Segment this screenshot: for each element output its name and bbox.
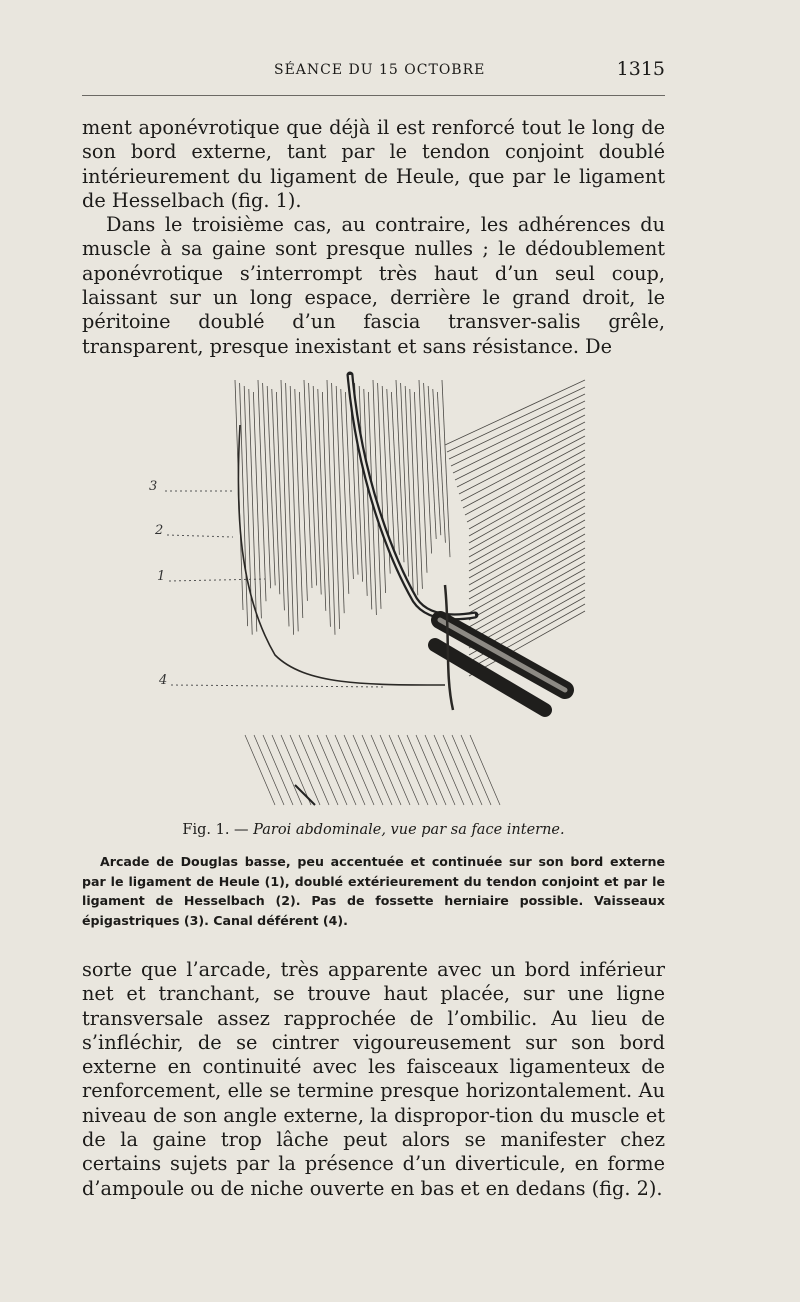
oblique-fiber-stroke bbox=[469, 534, 585, 599]
callout-4: 4 bbox=[159, 673, 168, 688]
lower-fiber-stroke bbox=[326, 735, 356, 805]
oblique-fiber-stroke bbox=[469, 520, 585, 585]
figure-title: Paroi abdominale, vue par sa face interne. bbox=[253, 822, 565, 838]
lower-fiber-stroke bbox=[281, 735, 311, 805]
lower-fiber-stroke bbox=[380, 735, 410, 805]
oblique-fiber-stroke bbox=[469, 499, 585, 564]
muscle-fiber-stroke bbox=[286, 383, 294, 635]
oblique-fiber-stroke bbox=[469, 576, 585, 641]
muscle-fiber-stroke bbox=[276, 392, 284, 610]
oblique-fiber-stroke bbox=[469, 506, 585, 571]
muscle-fiber-stroke bbox=[359, 386, 367, 596]
running-title: SÉANCE DU 15 OCTOBRE bbox=[274, 62, 486, 78]
muscle-fiber-stroke bbox=[272, 389, 280, 594]
lower-fiber-stroke bbox=[434, 735, 464, 805]
muscle-fiber-stroke bbox=[442, 380, 450, 557]
lower-fiber-stroke bbox=[389, 735, 419, 805]
lower-fiber-stroke bbox=[254, 735, 284, 805]
lower-fiber-stroke bbox=[308, 735, 338, 805]
lower-fiber-stroke bbox=[353, 735, 383, 805]
figure-caption-title bbox=[82, 822, 665, 838]
muscle-fiber-stroke bbox=[249, 389, 257, 632]
lower-fiber-stroke bbox=[317, 735, 347, 805]
muscle-fiber-stroke bbox=[313, 386, 321, 595]
lower-fiber-stroke bbox=[371, 735, 401, 805]
bottom-text-block bbox=[82, 958, 665, 1201]
figure-legend: Arcade de Douglas basse, peu accentuée et continuée sur son bord externe par le ligament de Heule (1), doublé extérieurement du tendon conjoint et par le ligament de Hesselbach (2). Pas de fossette herniaire possible. Vaisseaux épigastriques (3). Canal déférent (4). bbox=[82, 854, 665, 928]
oblique-fiber-stroke bbox=[469, 555, 585, 620]
figure-label: Fig. 1. — bbox=[182, 822, 249, 838]
muscle-fiber-stroke bbox=[322, 392, 330, 627]
muscle-fiber-stroke bbox=[396, 380, 404, 562]
lower-fiber-stroke bbox=[272, 735, 302, 805]
muscle-fiber-stroke bbox=[267, 386, 275, 585]
paragraph-continuation: ment aponévrotique que déjà il est renforcé tout le long de son bord externe, tant par le tendon conjoint doublé intérieurement du ligament de Heule, que par le ligament de Hesselbach (fig. 1). bbox=[82, 116, 665, 212]
oblique-fiber-stroke bbox=[469, 541, 585, 606]
oblique-fiber-stroke bbox=[469, 548, 585, 613]
muscle-fiber-stroke bbox=[295, 389, 303, 618]
muscle-fiber-stroke bbox=[391, 392, 399, 555]
muscle-fiber-stroke bbox=[332, 383, 340, 629]
muscle-fiber-stroke bbox=[401, 383, 409, 576]
lower-fiber-stroke bbox=[443, 735, 473, 805]
oblique-fiber-stroke bbox=[469, 562, 585, 627]
muscle-fiber-stroke bbox=[263, 383, 271, 588]
lower-fiber-stroke bbox=[452, 735, 482, 805]
muscle-fiber-stroke bbox=[336, 386, 344, 613]
callout-1: 1 bbox=[157, 569, 166, 584]
muscle-fiber-stroke bbox=[290, 386, 298, 631]
lower-fiber-stroke bbox=[425, 735, 455, 805]
abdominal-wall-illustration bbox=[145, 365, 600, 815]
muscle-fiber-stroke bbox=[341, 389, 349, 594]
muscle-fiber-stroke bbox=[428, 386, 436, 539]
rectus-muscle-hatching bbox=[235, 380, 450, 635]
lower-fiber-stroke bbox=[263, 735, 293, 805]
muscle-fiber-stroke bbox=[437, 392, 445, 543]
lower-fibers-hatching bbox=[245, 735, 500, 805]
muscle-fiber-stroke bbox=[253, 392, 261, 618]
muscle-fiber-stroke bbox=[410, 389, 418, 595]
running-head bbox=[82, 58, 665, 88]
oblique-fiber-stroke bbox=[469, 492, 585, 557]
muscle-fiber-stroke bbox=[304, 380, 312, 588]
callout-leader bbox=[171, 685, 385, 687]
muscle-fiber-stroke bbox=[258, 380, 266, 601]
muscle-fiber-stroke bbox=[318, 389, 326, 611]
muscle-fiber-stroke bbox=[240, 383, 248, 626]
lower-fiber-stroke bbox=[335, 735, 365, 805]
oblique-fiber-stroke bbox=[469, 513, 585, 578]
muscle-fiber-stroke bbox=[405, 386, 413, 590]
lower-fiber-stroke bbox=[461, 735, 491, 805]
muscle-fiber-stroke bbox=[309, 383, 317, 586]
lower-fiber-stroke bbox=[245, 735, 275, 805]
muscle-fiber-stroke bbox=[327, 380, 335, 635]
paragraph-third-case: Dans le troisième cas, au contraire, les adhérences du muscle à sa gaine sont presque nulles ; le dédoublement aponévrotique s’interrompt très haut d’un seul coup, laissant sur un long espace, derrière le grand droit, le péritoine doublé d’un fascia transver-salis grêle, transparent, presque inexistant et sans résistance. De bbox=[82, 213, 665, 358]
callout-3: 3 bbox=[149, 479, 158, 494]
oblique-fiber-stroke bbox=[469, 527, 585, 592]
muscle-fiber-stroke bbox=[299, 392, 307, 601]
muscle-fiber-stroke bbox=[281, 380, 289, 626]
lower-fiber-stroke bbox=[470, 735, 500, 805]
muscle-fiber-stroke bbox=[378, 383, 386, 593]
muscle-fiber-stroke bbox=[414, 392, 422, 589]
anatomical-figure bbox=[145, 365, 600, 815]
page-number: 1315 bbox=[616, 58, 665, 80]
callout-leaders bbox=[165, 491, 385, 687]
header-rule bbox=[82, 95, 665, 96]
muscle-fiber-stroke bbox=[433, 389, 441, 535]
lower-fiber-stroke bbox=[407, 735, 437, 805]
oblique-fiber-stroke bbox=[469, 485, 585, 550]
lower-fiber-stroke bbox=[416, 735, 446, 805]
oblique-fiber-stroke bbox=[469, 569, 585, 634]
paragraph-arcade: sorte que l’arcade, très apparente avec un bord inférieur net et tranchant, se trouve haut placée, sur une ligne transversale assez rapprochée de l’ombilic. Au lieu de s’infléchir, de se cintrer vigoureusement sur son bord externe en continuité avec les faisceaux ligamenteux de renforcement, elle se termine presque horizontalement. Au niveau de son angle externe, la dispropor-tion du muscle et de la gaine trop lâche peut alors se manifester chez certains sujets par la présence d’un diverticule, en forme d’ampoule ou de niche ouverte en bas et en dedans (fig. 2). bbox=[82, 958, 665, 1200]
lower-fiber-stroke bbox=[362, 735, 392, 805]
callout-2: 2 bbox=[155, 523, 164, 538]
callout-leader bbox=[167, 535, 233, 537]
lower-fiber-stroke bbox=[398, 735, 428, 805]
lower-fiber-stroke bbox=[344, 735, 374, 805]
top-text-block bbox=[82, 116, 665, 359]
